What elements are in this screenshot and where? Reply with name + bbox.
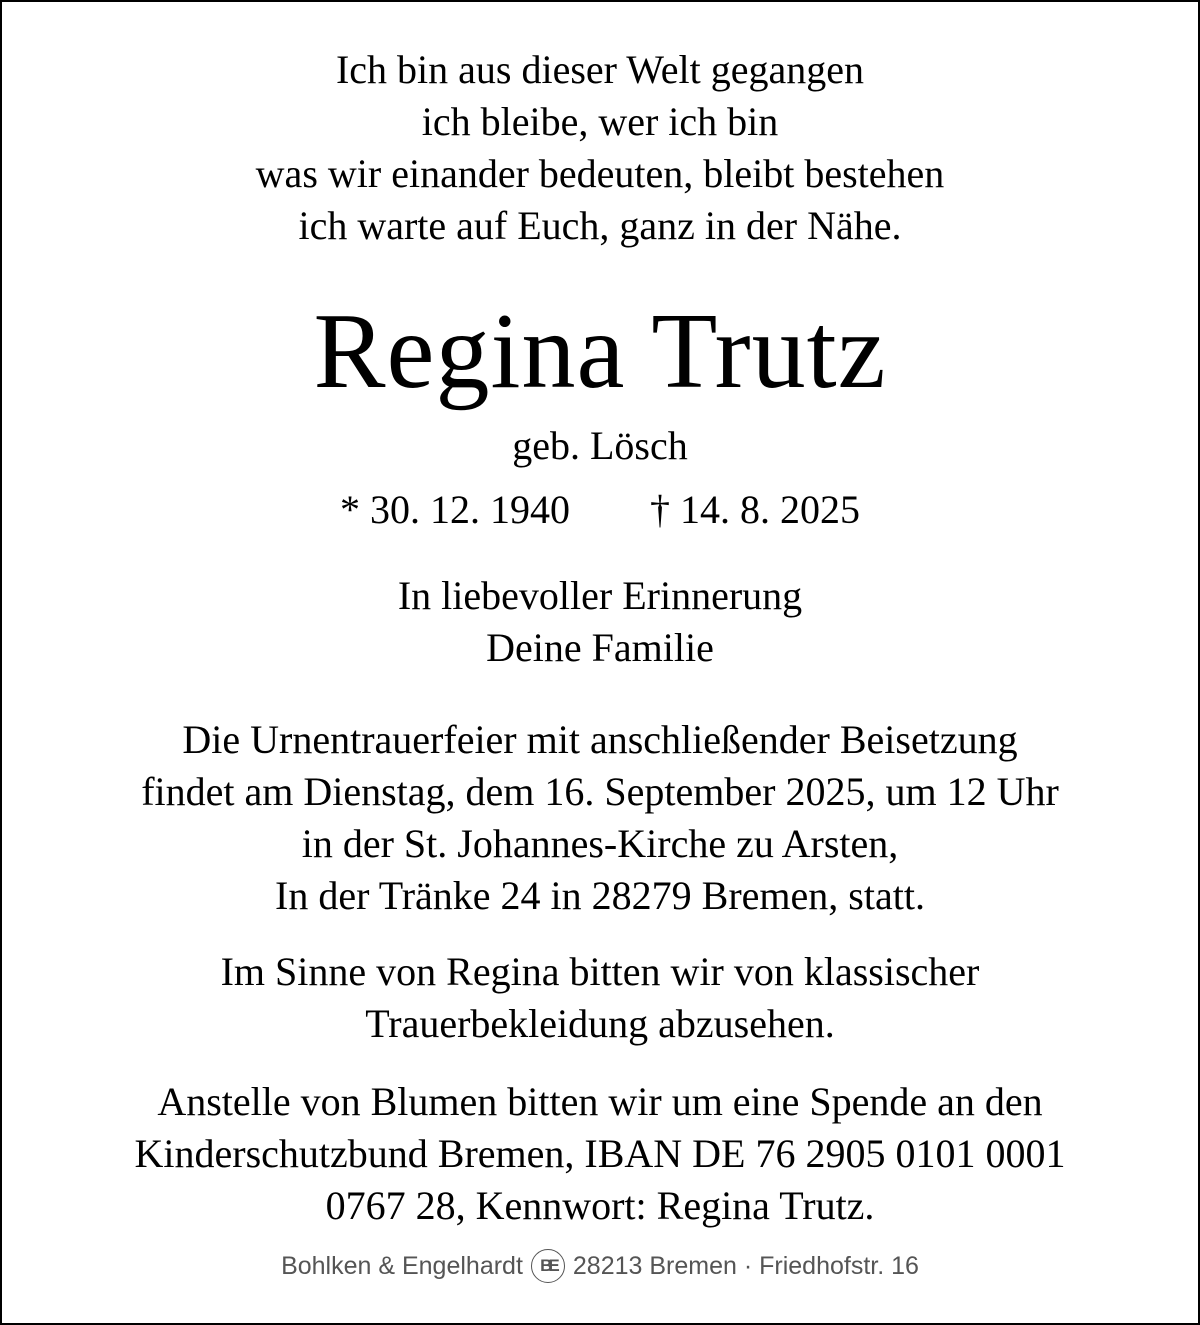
dress-line: Trauerbekleidung abzusehen. <box>365 1001 835 1046</box>
deceased-name: Regina Trutz <box>313 292 887 411</box>
family-signoff <box>2 570 1198 674</box>
poem-line: Ich bin aus dieser Welt gegangen <box>335 47 865 92</box>
poem-line: was wir einander bedeuten, bleibt bestehen <box>255 151 945 196</box>
donation-info <box>2 1076 1198 1232</box>
maiden-name: geb. Lösch <box>512 423 688 468</box>
service-line: in der St. Johannes-Kirche zu Arsten, <box>301 821 899 866</box>
poem-line: ich bleibe, wer ich bin <box>421 99 779 144</box>
death-date: † 14. 8. 2025 <box>650 487 860 532</box>
funeral-home-name: Bohlken & Engelhardt <box>281 1252 523 1280</box>
funeral-home-address: 28213 Bremen · Friedhofstr. 16 <box>572 1252 919 1280</box>
family-line: In liebevoller Erinnerung <box>397 573 803 618</box>
service-line: Die Urnentrauerfeier mit anschließender Beisetzung <box>182 717 1018 762</box>
dress-line: Im Sinne von Regina bitten wir von klassischer <box>220 949 980 994</box>
service-line: findet am Dienstag, dem 16. September 2025, um 12 Uhr <box>141 769 1059 814</box>
dates <box>2 484 1198 536</box>
funeral-home-logo-icon: BE <box>531 1249 565 1283</box>
service-info <box>2 714 1198 922</box>
donation-line: 0767 28, Kennwort: Regina Trutz. <box>325 1183 875 1228</box>
donation-line: Kinderschutzbund Bremen, IBAN DE 76 2905 0101 0001 <box>134 1131 1066 1176</box>
funeral-home-footer <box>2 1248 1198 1284</box>
family-line: Deine Familie <box>486 625 714 670</box>
service-line: In der Tränke 24 in 28279 Bremen, statt. <box>275 873 925 918</box>
dress-code <box>2 946 1198 1050</box>
poem-line: ich warte auf Euch, ganz in der Nähe. <box>298 203 902 248</box>
donation-line: Anstelle von Blumen bitten wir um eine Spende an den <box>157 1079 1043 1124</box>
birth-date: * 30. 12. 1940 <box>340 487 570 532</box>
poem <box>2 44 1198 252</box>
